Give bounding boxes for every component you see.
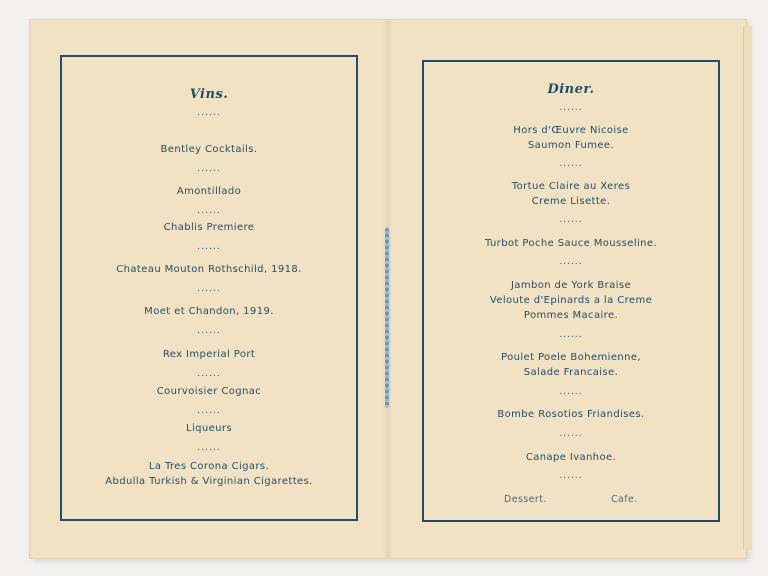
dish-item: Creme Lisette. xyxy=(531,196,611,207)
wine-item: Amontillado xyxy=(176,186,242,197)
wine-item: Chateau Mouton Rothschild, 1918. xyxy=(116,264,302,275)
dish-item: Bombe Rosotios Friandises. xyxy=(497,409,645,420)
dish-item: Turbot Poche Sauce Mousseline. xyxy=(484,238,658,249)
separator: ...... xyxy=(197,443,221,453)
dish-item: Salade Francaise. xyxy=(523,367,619,378)
separator: ...... xyxy=(559,471,583,481)
wine-item: Chablis Premiere xyxy=(163,222,255,233)
wine-item: Courvoisier Cognac xyxy=(156,386,262,397)
separator: ...... xyxy=(197,242,221,252)
separator: ...... xyxy=(559,429,583,439)
separator: ...... xyxy=(197,326,221,336)
separator: ...... xyxy=(197,108,221,118)
wine-item: La Tres Corona Cigars. xyxy=(148,461,270,472)
dish-item: Veloute d'Epinards a la Creme xyxy=(489,295,653,306)
dessert-label: Dessert. xyxy=(504,494,547,505)
separator: ...... xyxy=(559,103,583,113)
separator: ...... xyxy=(559,159,583,169)
dinner-heading: Diner. xyxy=(547,82,595,97)
wine-heading: Vins. xyxy=(189,87,229,102)
separator: ...... xyxy=(197,206,221,216)
separator: ...... xyxy=(559,215,583,225)
separator: ...... xyxy=(197,284,221,294)
wine-item: Bentley Cocktails. xyxy=(160,144,258,155)
wine-list-panel xyxy=(60,55,358,521)
separator: ...... xyxy=(197,369,221,379)
dish-item: Saumon Fumee. xyxy=(527,140,615,151)
separator: ...... xyxy=(559,387,583,397)
wine-item: Moet et Chandon, 1919. xyxy=(144,306,274,317)
dish-item: Poulet Poele Bohemienne, xyxy=(501,352,641,363)
separator: ...... xyxy=(559,330,583,340)
dish-item: Hors d'Œuvre Nicoise xyxy=(513,125,629,136)
dish-item: Pommes Macaire. xyxy=(523,310,619,321)
dish-item: Jambon de York Braise xyxy=(510,280,632,291)
binding-thread xyxy=(385,228,389,408)
dish-item: Tortue Claire au Xeres xyxy=(511,181,631,192)
menu-booklet xyxy=(30,20,746,558)
page-edge xyxy=(743,26,752,550)
separator: ...... xyxy=(559,257,583,267)
separator: ...... xyxy=(197,164,221,174)
dish-item: Canape Ivanhoe. xyxy=(525,452,617,463)
cafe-label: Cafe. xyxy=(611,494,638,505)
dinner-menu-panel xyxy=(422,60,720,522)
separator: ...... xyxy=(197,406,221,416)
wine-item: Abdulla Turkish & Virginian Cigarettes. xyxy=(105,476,313,487)
wine-item: Liqueurs xyxy=(185,423,233,434)
wine-item: Rex Imperial Port xyxy=(162,349,256,360)
